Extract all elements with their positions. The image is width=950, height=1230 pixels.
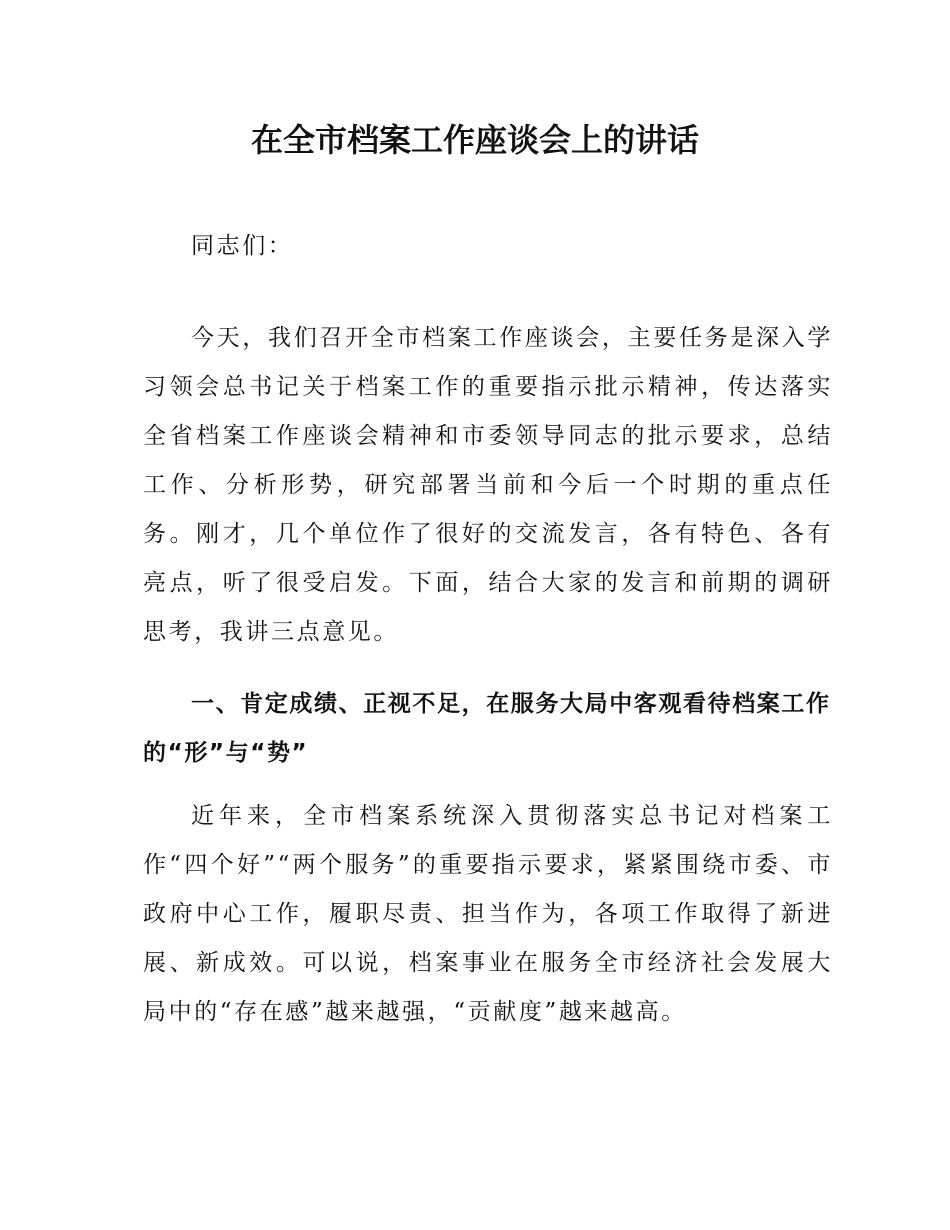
section-heading-1: 一、肯定成绩、正视不足，在服务大局中客观看待档案工作的“形”与“势” xyxy=(143,691,831,766)
paragraph-opening: 今天，我们召开全市档案工作座谈会，主要任务是深入学习领会总书记关于档案工作的重要指示批示精神，传达落实全省档案工作座谈会精神和市委领导同志的批示要求，总结工作、分析形势，研究部署当前和今后一个时期的重点任务。刚才，几个单位作了很好的交流发言，各有特色、各有亮点，听了很受启发。下面，结合大家的发言和前期的调研思考，我讲三点意见。 xyxy=(143,325,833,645)
document-title: 在全市档案工作座谈会上的讲话 xyxy=(250,121,699,159)
greeting: 同志们： xyxy=(191,233,294,259)
paragraph-achievements: 近年来，全市档案系统深入贯彻落实总书记对档案工作“四个好”“两个服务”的重要指示要求，紧紧围绕市委、市政府中心工作，履职尽责、担当作为，各项工作取得了新进展、新成效。可以说，档案事业在服务全市经济社会发展大局中的“存在感”越来越强，“贡献度”越来越高。 xyxy=(143,803,833,1025)
